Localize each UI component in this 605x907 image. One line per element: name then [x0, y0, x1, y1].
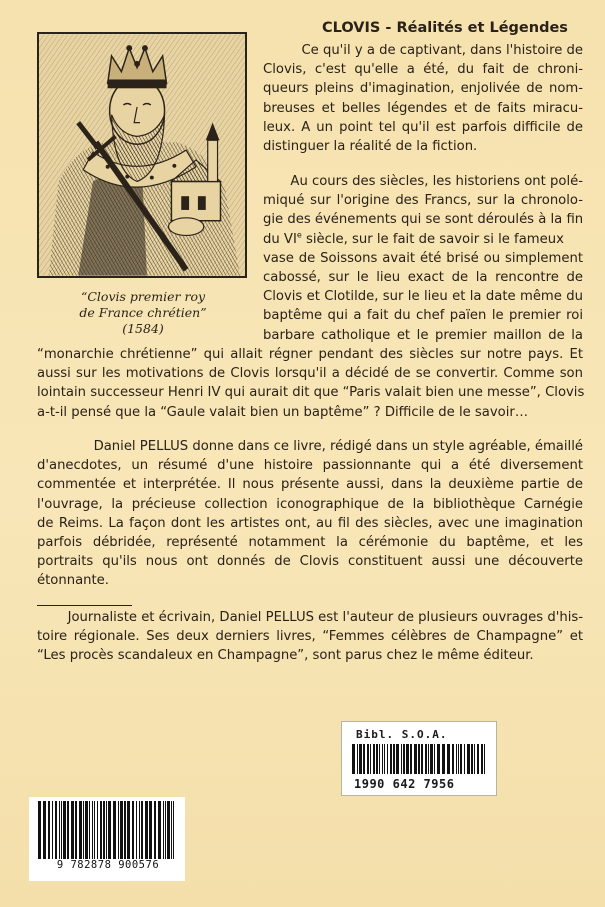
crowned-king-engraving-icon [39, 34, 245, 276]
isbn-barcode [29, 797, 185, 881]
barcode-bar [124, 801, 126, 859]
barcode-bar [145, 801, 148, 859]
text-line: breuses et belles légendes et de faits miracu- [263, 100, 583, 116]
barcode-bar [113, 801, 116, 859]
portrait-caption [37, 289, 249, 337]
library-barcode-label [341, 721, 497, 796]
barcode-bar [43, 801, 46, 859]
text-line: de Reims. La façon dont les artistes ont, au fil des siècles, avec une imagination [37, 515, 583, 531]
barcode-bar [481, 744, 483, 774]
caption-line: “Clovis premier roy [80, 289, 206, 304]
barcode-bar [376, 744, 378, 774]
text-line: Clovis, c'est qu'elle a été, du fait de chroni- [263, 62, 583, 78]
text-line: vase de Soissons avait été brisé ou simplement [263, 250, 583, 266]
text-line: Daniel PELLUS donne dans ce livre, rédigé dans un style agréable, émaillé [93, 439, 583, 454]
barcode-bar [139, 801, 140, 859]
superscript: e [296, 230, 302, 240]
isbn-barcode-icon [38, 801, 176, 859]
text-line: Ce qu'il y a de captivant, dans l'histoire de [301, 43, 583, 58]
barcode-bar [154, 801, 156, 859]
barcode-bar [390, 744, 392, 774]
text-line: aussi sur les motivations de Clovis lorsqu'il a décidé de se convertir. Comme son [37, 366, 583, 382]
text-line: Clovis et Clotilde, sur le lieu et la date même du [263, 289, 583, 305]
barcode-bar [71, 801, 74, 859]
barcode-bar [97, 801, 98, 859]
barcode-bar [474, 744, 475, 774]
text-fragment: du VI [263, 231, 297, 247]
barcode-bar [484, 744, 485, 774]
barcode-bar [106, 801, 107, 859]
text-line: commentée et interprétée. Il nous présente aussi, dans la deuxième partie de [37, 477, 583, 493]
text-line: leux. A un point tel qu'il est parfois difficile de [263, 119, 583, 135]
barcode-bar [403, 744, 405, 774]
barcode-bar [387, 744, 388, 774]
text-line: barbare catholique et le premier maillon de la [263, 327, 583, 343]
text-line: étonnante. [37, 573, 109, 589]
barcode-bar [59, 801, 60, 859]
text-line: “monarchie chrétienne” qui allait régner pendant des siècles sur notre pays. Et [37, 347, 583, 362]
barcode-bar [425, 744, 427, 774]
barcode-bar [370, 744, 371, 774]
barcode-bar [108, 801, 111, 859]
barcode-bar [456, 744, 457, 774]
summary-paragraph [37, 437, 583, 591]
barcode-bar [167, 801, 170, 859]
barcode-bar [92, 801, 93, 859]
text-fragment: siècle, sur le fait de savoir si le fameux [301, 231, 564, 247]
barcode-bar [401, 744, 402, 774]
text-line: miqué sur l'origine des Francs, sur la chronolo- [263, 193, 583, 209]
barcode-bar [477, 744, 479, 774]
library-number: 1990 642 7956 [354, 777, 455, 791]
barcode-bar [100, 801, 102, 859]
barcode-bar [410, 744, 412, 774]
barcode-bar [428, 744, 429, 774]
barcode-bar [467, 744, 470, 774]
barcode-bar [379, 744, 380, 774]
barcode-bar [85, 801, 88, 859]
barcode-bar [38, 801, 41, 859]
text-line: “Les procès scandaleux en Champagne”, sont parus chez le même éditeur. [37, 648, 534, 664]
barcode-bar [141, 801, 143, 859]
isbn-number: 9 782878 900576 [56, 859, 160, 871]
barcode-bar [171, 801, 172, 859]
barcode-bar [89, 801, 90, 859]
barcode-bar [75, 801, 77, 859]
text-line: a-t-il pensé que la “Gaule valait bien un baptême” ? Difficile de le savoir… [37, 404, 529, 420]
text-line: distinguer la réalité de la fiction. [263, 139, 478, 155]
barcode-bar [382, 744, 383, 774]
barcode-bar [132, 801, 134, 859]
barcode-bar [55, 801, 57, 859]
barcode-bar [442, 744, 445, 774]
barcode-bar [437, 744, 440, 774]
library-name: Bibl. S.O.A. [356, 728, 448, 741]
barcode-bar [63, 801, 66, 859]
barcode-bar [359, 744, 362, 774]
barcode-bar [136, 801, 137, 859]
barcode-bar [418, 744, 420, 774]
barcode-bar [48, 801, 50, 859]
barcode-bar [458, 744, 459, 774]
book-title: CLOVIS - Réalités et Légendes [322, 20, 568, 36]
barcode-bar [67, 801, 69, 859]
barcode-bar [430, 744, 433, 774]
barcode-bar [352, 744, 355, 774]
text-line: queurs pleins d'imagination, enjolivée de nom- [263, 81, 583, 97]
barcode-bar [421, 744, 423, 774]
barcode-bar [434, 744, 435, 774]
barcode-bar [464, 744, 465, 774]
barcode-bar [373, 744, 375, 774]
text-line: baptême qui a fait du chef païen le premier roi [263, 308, 583, 324]
barcode-bar [447, 744, 450, 774]
text-line: gie des événements qui se sont déroulés à la fin [263, 212, 584, 228]
barcode-bar [165, 801, 166, 859]
barcode-bar [414, 744, 417, 774]
caption-line: (1584) [122, 321, 164, 336]
barcode-bar [149, 801, 152, 859]
author-bio [37, 608, 583, 666]
barcode-bar [471, 744, 473, 774]
text-line: Journaliste et écrivain, Daniel PELLUS est l'auteur de plusieurs ouvrages d'his- [67, 610, 583, 625]
text-line: cabossé, sur le lieu exact de la rencontre de [263, 270, 583, 286]
text-line: parfois débridée, représenté notamment la cérémonie du baptême, et les [37, 535, 583, 551]
barcode-bar [83, 801, 84, 859]
barcode-bar [52, 801, 53, 859]
barcode-bar [396, 744, 399, 774]
intro-paragraph [263, 41, 583, 156]
barcode-bar [460, 744, 462, 774]
barcode-bar [363, 744, 365, 774]
library-barcode-icon [352, 744, 486, 774]
barcode-bar [173, 801, 174, 859]
barcode-bar [79, 801, 82, 859]
history-paragraph-bottom [37, 345, 583, 422]
barcode-bar [163, 801, 164, 859]
barcode-bar [452, 744, 454, 774]
text-line [263, 230, 583, 249]
text-line: l'ouvrage, la précieuse collection iconographique de la bibliothèque Carnégie [37, 496, 583, 512]
text-line: portraits qu'ils nous ont donnés de Clovis constituent aussi une découverte [37, 554, 583, 570]
text-line: toire régionale. Ses deux derniers livres, “Femmes célèbres de Champagne” et [37, 629, 583, 645]
text-line: lointain successeur Henri IV qui aurait dit que “Paris valait bien une messe”, Clovis [37, 385, 585, 401]
separator-line [37, 605, 132, 606]
barcode-bar [158, 801, 161, 859]
barcode-bar [406, 744, 409, 774]
barcode-bar [357, 744, 358, 774]
barcode-bar [367, 744, 369, 774]
barcode-bar [393, 744, 395, 774]
barcode-bar [103, 801, 105, 859]
clovis-portrait [37, 32, 247, 278]
barcode-bar [61, 801, 62, 859]
barcode-bar [118, 801, 119, 859]
barcode-bar [127, 801, 130, 859]
barcode-bar [120, 801, 123, 859]
caption-line: de France chrétien” [79, 305, 207, 320]
text-line: Au cours des siècles, les historiens ont polé- [290, 174, 583, 189]
history-paragraph-top [263, 172, 583, 345]
text-line: d'anecdotes, un résumé d'une histoire passionnante qui a été diversement [37, 458, 583, 474]
barcode-bar [384, 744, 385, 774]
barcode-bar [94, 801, 95, 859]
